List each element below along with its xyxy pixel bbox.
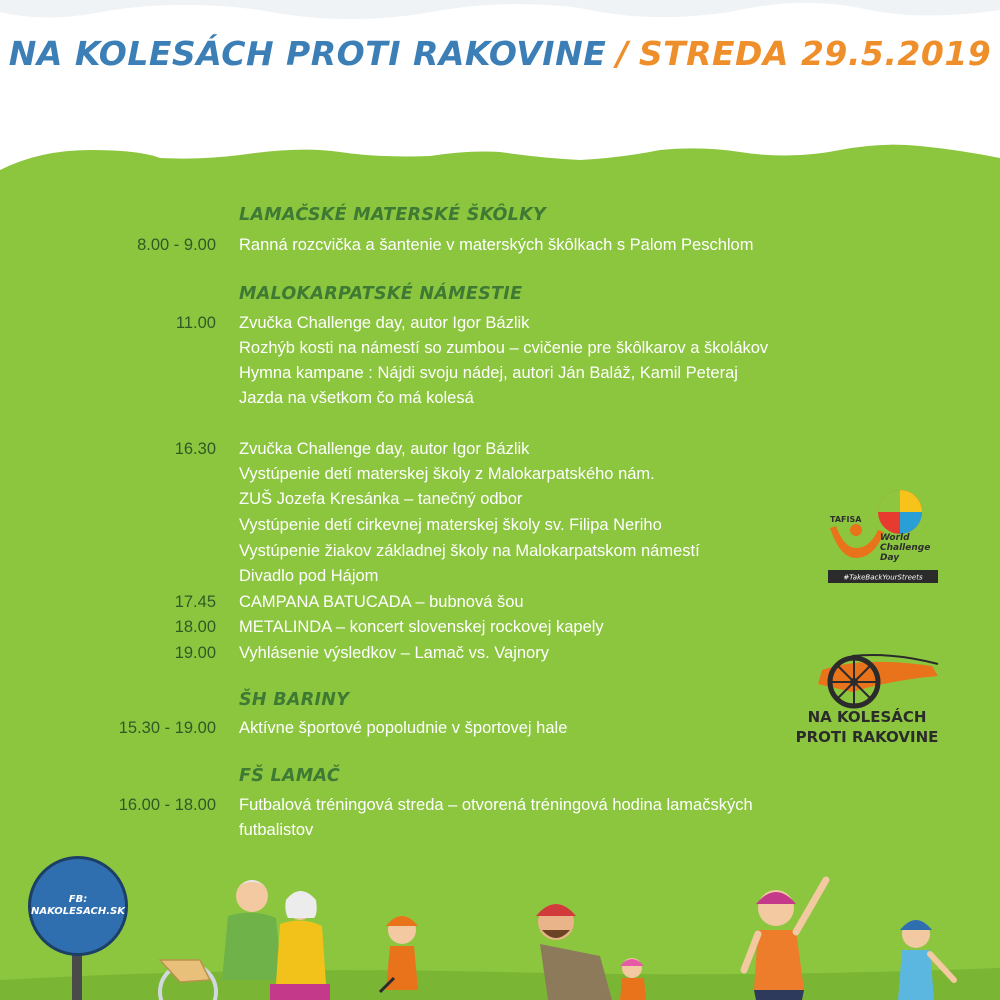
schedule-row: [0, 364, 1000, 389]
title-separator: /: [616, 34, 629, 73]
world-challenge-day-logo: [822, 488, 940, 586]
na-kolesach-logo: [792, 652, 942, 752]
wheel-icon: [830, 658, 878, 706]
schedule-text: Divadlo pod Hájom: [239, 567, 379, 585]
wcd-name-line-3: Day: [880, 553, 900, 563]
schedule-row: [0, 389, 1000, 414]
section-title-lamacske-skolky: LAMAČSKÉ MATERSKÉ ŠKÔLKY: [239, 205, 546, 225]
schedule-text: Vystúpenie detí cirkevnej materskej školy sv. Filipa Neriho: [239, 516, 662, 534]
schedule-row: [0, 314, 1000, 339]
schedule-text: Vyhlásenie výsledkov – Lamač vs. Vajnory: [239, 644, 549, 662]
schedule-text: Zvučka Challenge day, autor Igor Bázlik: [239, 314, 530, 332]
wcd-name-line-1: World: [880, 533, 910, 543]
schedule-row: [0, 339, 1000, 364]
boy-figure: [898, 920, 954, 1000]
schedule-time: 19.00: [174, 644, 216, 662]
title-event-name: NA KOLESÁCH PROTI RAKOVINE: [8, 34, 607, 73]
schedule-time: 16.00 - 18.00: [118, 796, 216, 814]
schedule-row: [0, 465, 1000, 490]
schedule-text: Ranná rozcvička a šantenie v materských škôlkach s Palom Peschlom: [239, 236, 754, 254]
schedule-text: CAMPANA BATUCADA – bubnová šou: [239, 593, 524, 611]
schedule-time: 16.30: [174, 440, 216, 458]
elderly-couple-figure: [160, 880, 330, 1000]
section-title-sh-bariny: ŠH BARINY: [239, 690, 350, 710]
man-figure: [536, 904, 646, 1000]
nkpr-line-2: PROTI RAKOVINE: [795, 728, 939, 746]
schedule-row: [0, 236, 1000, 261]
nkpr-line-1: NA KOLESÁCH: [807, 708, 927, 726]
page-title: [0, 34, 1000, 73]
wcd-name-line-2: Challenge: [880, 543, 931, 553]
cyclists-illustration: [0, 860, 1000, 1000]
schedule-text: Hymna kampane : Nájdi svoju nádej, autori Ján Baláž, Kamil Peteraj: [239, 364, 738, 382]
schedule-time: 15.30 - 19.00: [118, 719, 216, 737]
schedule-row: [0, 440, 1000, 465]
schedule-row: [0, 618, 1000, 643]
section-title-fs-lamac: FŠ LAMAČ: [239, 766, 341, 786]
schedule-text: Zvučka Challenge day, autor Igor Bázlik: [239, 440, 530, 458]
schedule-time: 8.00 - 9.00: [137, 236, 216, 254]
schedule-text: futbalistov: [239, 821, 314, 839]
schedule-time: 18.00: [174, 618, 216, 636]
woman-figure: [744, 880, 826, 1000]
schedule-text: Vystúpenie žiakov základnej školy na Malokarpatskom námestí: [239, 542, 700, 560]
schedule-text: Vystúpenie detí materskej školy z Malokarpatského nám.: [239, 465, 655, 483]
schedule-text: Jazda na všetkom čo má kolesá: [239, 389, 474, 407]
schedule-text: Aktívne športové popoludnie v športovej hale: [239, 719, 568, 737]
fb-label: FB:: [68, 894, 88, 905]
schedule-row: [0, 796, 1000, 821]
wcd-org-label: TAFISA: [830, 515, 862, 524]
schedule-time: 11.00: [175, 314, 216, 332]
schedule-row: [0, 821, 1000, 846]
schedule-row: [0, 593, 1000, 618]
title-date: STREDA 29.5.2019: [638, 34, 992, 73]
schedule-text: METALINDA – koncert slovenskej rockovej kapely: [239, 618, 604, 636]
fb-handle: NAKOLESACH.SK: [30, 906, 125, 917]
schedule-text: ZUŠ Jozefa Kresánka – tanečný odbor: [239, 490, 523, 508]
schedule-text: Rozhýb kosti na námestí so zumbou – cvičenie pre škôlkarov a školákov: [239, 339, 769, 357]
child-figure: [380, 916, 418, 992]
schedule-time: 17.45: [174, 593, 216, 611]
schedule-text: Futbalová tréningová streda – otvorená tréningová hodina lamačských: [239, 796, 753, 814]
section-title-malokarpatske-namestie: MALOKARPATSKÉ NÁMESTIE: [239, 284, 523, 304]
wcd-hashtag: #TakeBackYourStreets: [843, 573, 923, 582]
